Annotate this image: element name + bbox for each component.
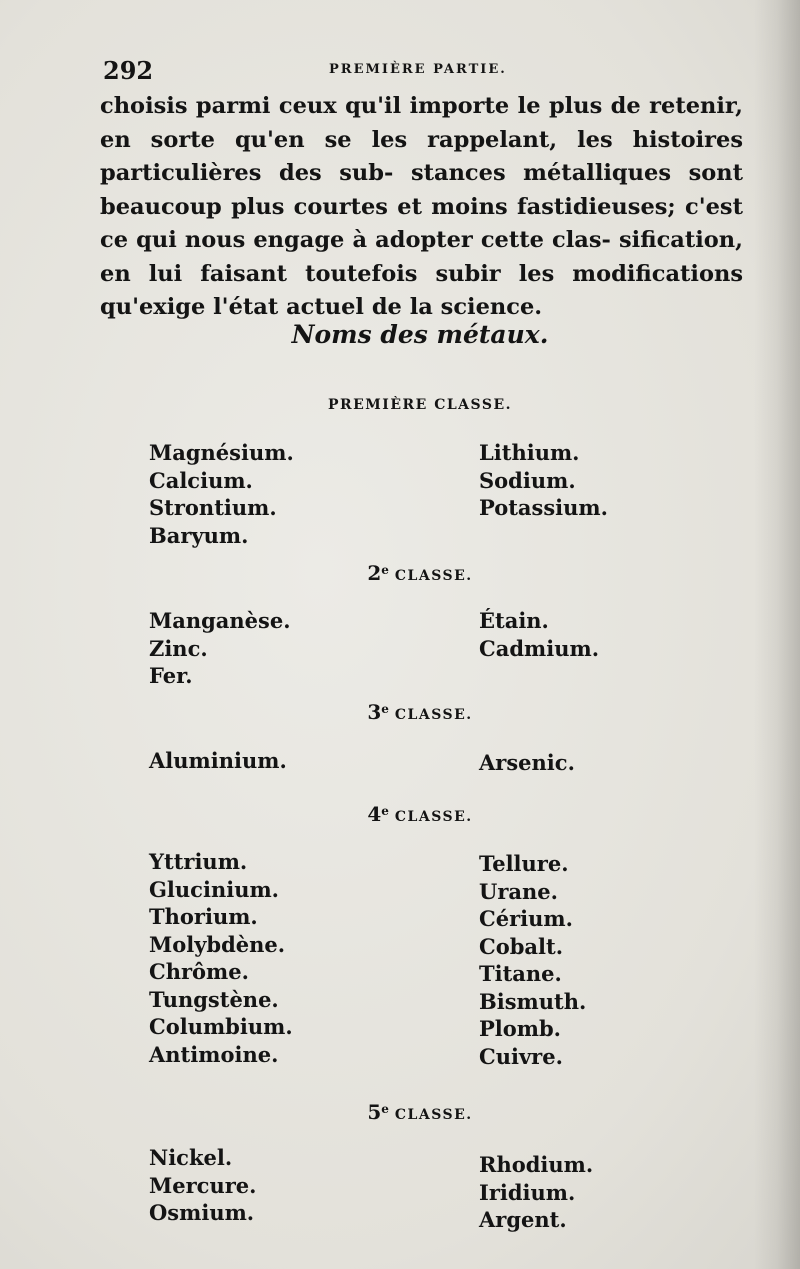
class-1-right-column: [479, 439, 608, 522]
metal-name: Aluminium.: [149, 748, 287, 773]
metal-name: Titane.: [479, 961, 562, 986]
metal-name: Urane.: [479, 878, 558, 904]
metal-name: Baryum.: [149, 522, 249, 548]
metal-name: Columbium.: [149, 1014, 293, 1039]
metal-name: Potassium.: [479, 495, 608, 520]
class-2-left-column: [149, 607, 291, 690]
class-ordinal-suffix: e: [381, 1102, 389, 1117]
class-ordinal: 4: [367, 802, 382, 826]
class-ordinal-suffix: e: [381, 563, 389, 578]
body-line: choisis parmi ceux qu'il importe le plus de retenir, en sorte: [100, 93, 743, 153]
body-line: qu'en se les rappelant, les histoires particulières des sub-: [100, 126, 743, 186]
metal-name: Cérium.: [479, 906, 573, 931]
page-header: [103, 56, 743, 84]
body-line: sification, en lui faisant toutefois subir les modifications: [100, 227, 743, 287]
metal-name: Manganèse.: [149, 608, 291, 633]
class-heading-1: PREMIÈRE CLASSE.: [327, 397, 513, 413]
metal-name: Glucinium.: [149, 876, 279, 902]
class-heading-5: [0, 1100, 800, 1124]
class-label: CLASSE.: [394, 568, 473, 584]
class-ordinal: 2: [367, 561, 382, 585]
class-1-left-column: [149, 439, 294, 549]
metal-name: Molybdène.: [149, 931, 286, 957]
class-ordinal: 3: [367, 700, 382, 724]
metal-name: Osmium.: [149, 1200, 255, 1225]
metal-name: Thorium.: [149, 904, 258, 929]
metal-name: Plomb.: [479, 1016, 561, 1041]
metal-name: Cadmium.: [479, 635, 600, 661]
class-2-right-column: [479, 607, 599, 662]
metal-name: Antimoine.: [149, 1041, 279, 1067]
class-label: CLASSE.: [394, 809, 473, 825]
metal-name: Tungstène.: [149, 986, 279, 1012]
class-5-right-column: [479, 1151, 593, 1234]
metal-name: Arsenic.: [479, 750, 575, 775]
body-line: fastidieuses; c'est ce qui nous engage à adopter cette clas-: [100, 193, 743, 253]
class-4-left-column: [149, 848, 293, 1068]
metal-name: Zinc.: [149, 635, 208, 661]
class-heading-4: [0, 802, 800, 826]
metal-name: Cobalt.: [479, 933, 563, 959]
running-head: PREMIÈRE PARTIE.: [329, 62, 507, 77]
metal-name: Rhodium.: [479, 1152, 594, 1177]
class-4-right-column: [479, 850, 586, 1070]
body-paragraph: [100, 90, 743, 325]
metal-name: Fer.: [149, 663, 193, 688]
metal-name: Cuivre.: [479, 1043, 563, 1069]
body-line: qu'exige l'état actuel de la science.: [100, 294, 543, 320]
class-ordinal: 5: [367, 1100, 382, 1124]
metal-name: Tellure.: [479, 851, 569, 876]
class-heading-3: [0, 700, 800, 724]
class-ordinal-suffix: e: [381, 702, 389, 717]
metal-name: Bismuth.: [479, 988, 587, 1014]
metal-name: Étain.: [479, 608, 549, 633]
metal-name: Iridium.: [479, 1179, 576, 1205]
metal-name: Yttrium.: [149, 849, 248, 874]
class-ordinal-suffix: e: [381, 804, 389, 819]
class-heading-2: [0, 561, 800, 585]
section-title: Noms des métaux.: [291, 320, 549, 349]
body-line: stances métalliques sont beaucoup plus courtes et moins: [100, 160, 743, 220]
metal-name: Chrôme.: [149, 959, 249, 984]
metal-name: Calcium.: [149, 467, 253, 493]
metal-name: Magnésium.: [149, 440, 294, 465]
class-5-left-column: [149, 1144, 256, 1227]
class-3-right-column: [479, 749, 575, 777]
page-edge-shadow: [754, 0, 800, 1269]
metal-name: Mercure.: [149, 1172, 257, 1198]
metal-name: Sodium.: [479, 467, 576, 493]
metal-name: Strontium.: [149, 495, 277, 520]
class-label: CLASSE.: [394, 707, 473, 723]
metal-name: Nickel.: [149, 1145, 233, 1170]
class-label: CLASSE.: [394, 1107, 473, 1123]
metal-name: Argent.: [479, 1207, 567, 1232]
class-3-left-column: [149, 747, 287, 775]
metal-name: Lithium.: [479, 440, 580, 465]
page-number: 292: [103, 56, 154, 85]
